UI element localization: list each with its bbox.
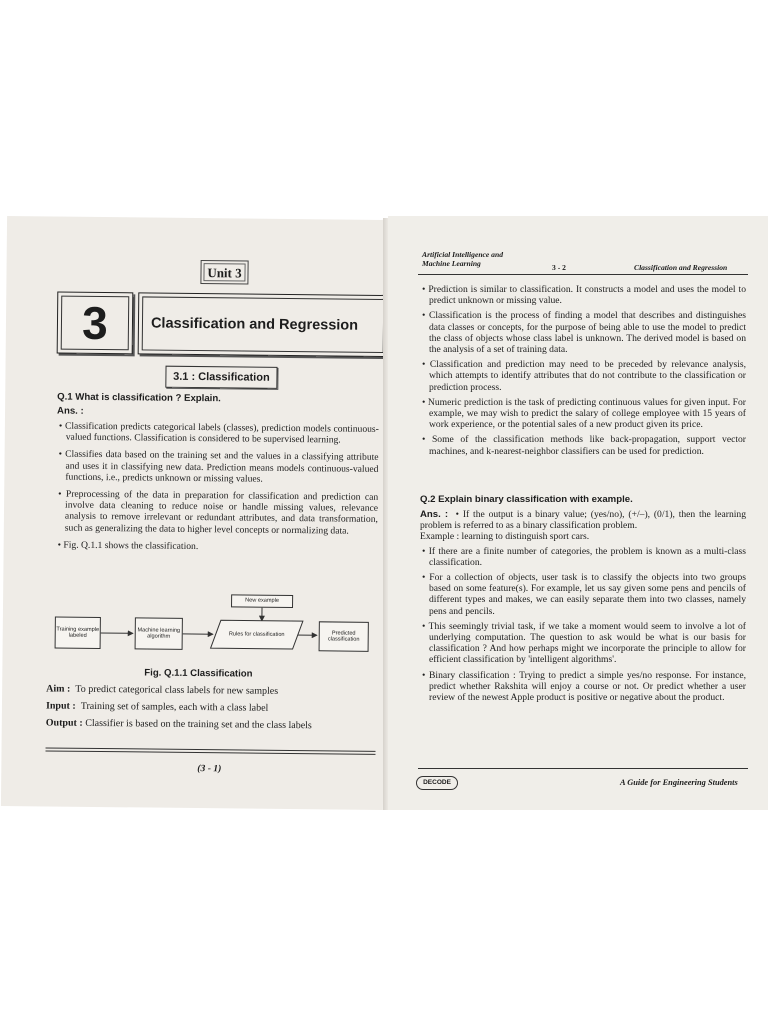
- question-2: Q.2 Explain binary classification with example.: [420, 494, 633, 505]
- definitions: [46, 682, 376, 733]
- algorithm-node: Machine learning algorithm: [135, 617, 183, 650]
- bullet-item: • For a collection of objects, user task is to classify the objects into two groups based on some feature(s). For example, let us say given some pens and pencils of different types and makes, we can easily separate them into two classes, namely pens and pencils.: [420, 572, 746, 617]
- left-page: [1, 216, 389, 810]
- left-bullets: [56, 421, 379, 554]
- figure-caption: Fig. Q.1.1 Classification: [144, 667, 253, 680]
- example-line: Example : learning to distinguish sport cars.: [420, 531, 590, 543]
- bullet-item: • Classification is the process of finding a model that describes and distinguishes data classes or concepts, for the purpose of being able to use the model to predict the class of objects whose class label is unknown. The derived model is based on the analysis of a set of training data.: [420, 310, 746, 355]
- bullet-item: • Classifies data based on the training set and the values in a classifying attribute and uses it in classifying new data. Prediction means models continuous-valued functions, i.e., predicts unknown or missing values.: [56, 449, 378, 486]
- unit-label: Unit 3: [200, 260, 248, 285]
- bullet-item: • Some of the classification methods like back-propagation, support vector machines, and k-nearest-neighbor classifiers can be used for prediction.: [420, 434, 746, 456]
- new-example-node: New example: [231, 594, 293, 608]
- header-rule: [418, 274, 748, 275]
- bullet-item: • Classification and prediction may need to be preceded by relevance analysis, which attempts to identify attributes that do not contribute to the classification or prediction process.: [420, 359, 746, 393]
- bullet-item: • Preprocessing of the data in preparation for classification and prediction can involve data cleaning to reduce noise or handle missing values, relevance analysis to remove irrelevant or redundant attributes, and data transformation, such as generalizing the data to higher level concepts or normalizing data.: [56, 489, 378, 537]
- page-number: (3 - 1): [197, 763, 222, 775]
- bullet-item: • Binary classification : Trying to predict a simple yes/no response. For instance, predict whether Rakshita will enjoy a course or not. Or predict whether a user review of the newest Apple product is positive or negative about the product.: [420, 670, 746, 704]
- bullet-item: • Classification predicts categorical labels (classes), prediction models continuous-valued functions. Classification is considered to be supervised learning.: [57, 421, 379, 447]
- book-spread: [0, 218, 768, 810]
- bullet-item: • Prediction is similar to classification. It constructs a model and uses the model to predict unknown or missing value.: [420, 284, 746, 306]
- section-title: 3.1 : Classification: [165, 366, 277, 389]
- footer-text: A Guide for Engineering Students: [620, 778, 738, 787]
- right-answer: [420, 509, 746, 703]
- right-page: [388, 216, 768, 810]
- chapter-title-box: [138, 292, 389, 357]
- classification-diagram: [46, 588, 377, 680]
- header-chapter: Classification and Regression: [634, 263, 728, 272]
- chapter-number: 3: [61, 296, 130, 351]
- bullet-item: • This seemingly trivial task, if we take a moment would seem to involve a lot of underlying computation. The question to ask would be what is our basis for classification ? And how perhaps might we incorporate the principle to allow for efficient classification by 'intelligent algorithms'.: [420, 621, 746, 666]
- answer-first: Ans. : • If the output is a binary value; (yes/no), (+/–), (0/1), then the learning problem is referred to as a binary classification problem.: [420, 509, 747, 532]
- rules-node: Rules for classification: [228, 631, 285, 638]
- header-page-number: 3 - 2: [552, 263, 566, 272]
- training-node: Training example labeled: [55, 617, 101, 649]
- bullet-item: • If there are a finite number of categories, the problem is known as a multi-class classification.: [420, 546, 746, 568]
- answer-label: Ans. :: [57, 405, 84, 417]
- bullet-item: • Numeric prediction is the task of predicting continuous values for given input. For example, we may wish to predict the salary of college employee with 15 years of work experience, or the potential sales of a new product given its price.: [420, 397, 746, 431]
- chapter-number-box: [57, 292, 134, 355]
- predicted-node: Predicted classification: [319, 621, 369, 652]
- bullet-item: • Fig. Q.1.1 shows the classification.: [56, 539, 378, 554]
- footer-rule: [418, 768, 748, 769]
- definition-aim: Aim : To predict categorical class labels for new samples: [46, 683, 279, 697]
- definition-output: Output : Classifier is based on the training set and the class labels: [45, 717, 312, 732]
- question-1: Q.1 What is classification ? Explain.: [57, 391, 221, 405]
- right-bullets-top: [420, 284, 746, 457]
- header-book-title: Artificial Intelligence and Machine Learning: [422, 250, 503, 268]
- chapter-title: Classification and Regression: [142, 296, 385, 353]
- publisher-logo: DECODE: [416, 776, 458, 790]
- definition-input: Input : Training set of samples, each with a class label: [45, 700, 269, 714]
